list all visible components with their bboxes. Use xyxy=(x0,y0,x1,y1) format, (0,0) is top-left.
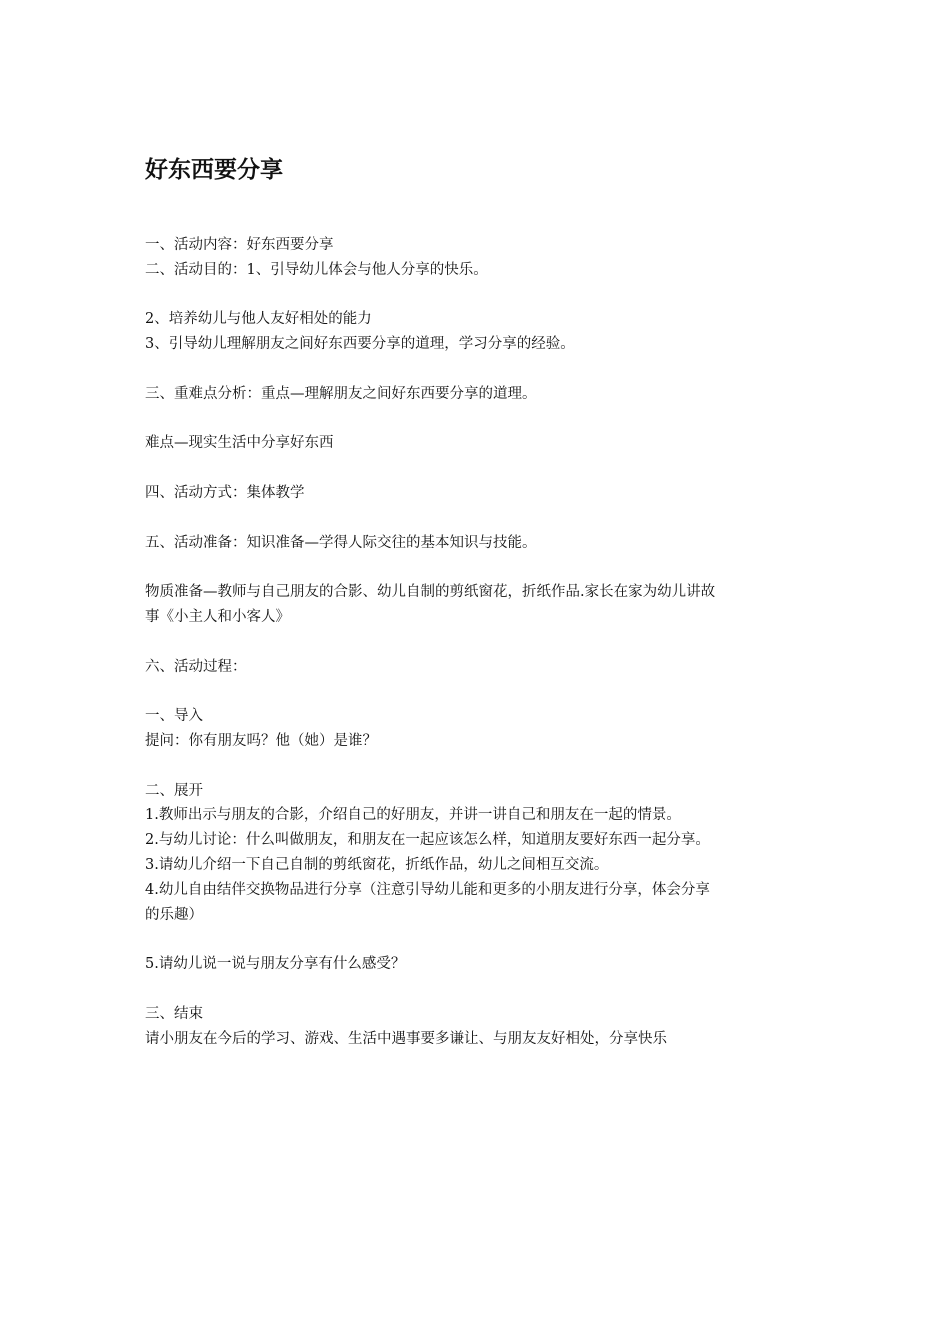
document-body xyxy=(145,233,815,1051)
blank-line xyxy=(145,630,815,655)
blank-line xyxy=(145,977,815,1002)
text-line: 2.与幼儿讨论：什么叫做朋友，和朋友在一起应该怎么样，知道朋友要好东西一起分享。 xyxy=(145,832,710,849)
text-line: 5.请幼儿说一说与朋友分享有什么感受？ xyxy=(145,956,406,973)
text-line: 物质准备—教师与自己朋友的合影、幼儿自制的剪纸窗花，折纸作品.家长在家为幼儿讲故 xyxy=(145,584,716,601)
text-line: 六、活动过程： xyxy=(145,658,247,675)
text-line: 一、导入 xyxy=(145,708,203,725)
text-line: 4.幼儿自由结伴交换物品进行分享（注意引导幼儿能和更多的小朋友进行分享，体会分享 xyxy=(145,881,710,898)
text-line: 请小朋友在今后的学习、游戏、生活中遇事要多谦让、与朋友友好相处，分享快乐 xyxy=(145,1030,667,1047)
text-line: 2、培养幼儿与他人友好相处的能力 xyxy=(145,311,372,328)
blank-line xyxy=(145,357,815,382)
blank-line xyxy=(145,679,815,704)
text-line: 提问：你有朋友吗？他（她）是谁？ xyxy=(145,732,377,749)
blank-line xyxy=(145,506,815,531)
text-line: 三、结束 xyxy=(145,1005,203,1022)
text-line: 事《小主人和小客人》 xyxy=(145,608,290,625)
text-line: 3.请幼儿介绍一下自己自制的剪纸窗花，折纸作品，幼儿之间相互交流。 xyxy=(145,856,609,873)
text-line: 二、展开 xyxy=(145,782,203,799)
text-line: 三、重难点分析：重点—理解朋友之间好东西要分享的道理。 xyxy=(145,385,537,402)
text-line: 3、引导幼儿理解朋友之间好东西要分享的道理，学习分享的经验。 xyxy=(145,336,575,353)
blank-line xyxy=(145,927,815,952)
text-line: 一、活动内容：好东西要分享 xyxy=(145,237,334,253)
blank-line xyxy=(145,407,815,432)
text-line: 的乐趣） xyxy=(145,906,203,923)
text-line: 难点—现实生活中分享好东西 xyxy=(145,435,334,452)
blank-line xyxy=(145,754,815,779)
blank-line xyxy=(145,456,815,481)
text-line: 四、活动方式：集体教学 xyxy=(145,484,305,501)
text-line: 二、活动目的：1、引导幼儿体会与他人分享的快乐。 xyxy=(145,261,488,278)
blank-line xyxy=(145,555,815,580)
blank-line xyxy=(145,283,815,308)
text-line: 五、活动准备：知识准备—学得人际交往的基本知识与技能。 xyxy=(145,534,537,551)
document-title: 好东西要分享 xyxy=(145,156,283,183)
text-line: 1.教师出示与朋友的合影，介绍自己的好朋友，并讲一讲自己和朋友在一起的情景。 xyxy=(145,807,681,824)
